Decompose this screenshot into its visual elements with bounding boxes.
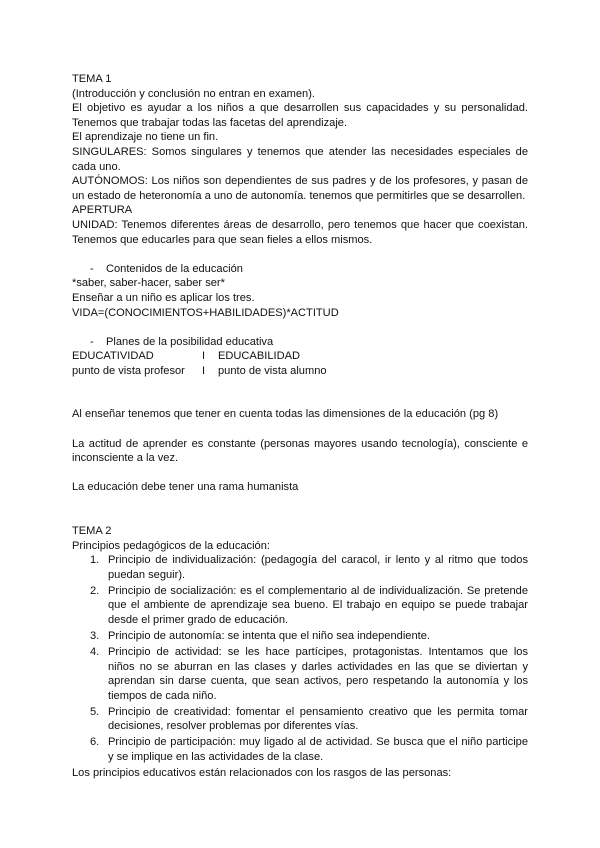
dash-bullet: -: [90, 262, 94, 275]
planes-row-separator: I: [202, 364, 206, 377]
contenidos-heading: [72, 262, 528, 277]
planes-row-right: punto de vista alumno: [218, 364, 327, 377]
principle-text: Principio de individualización: (pedagogía del caracol, ir lento y al ritmo que todos puedan seguir).: [108, 554, 528, 581]
principle-item: [72, 645, 528, 703]
planes-row: [72, 364, 528, 379]
dash-bullet: -: [90, 335, 94, 348]
principle-number: 3.: [90, 629, 100, 642]
tema2-intro: Principios pedagógicos de la educación:: [72, 539, 270, 552]
planes-heading: [72, 335, 528, 350]
principle-text: Principio de participación: muy ligado al de actividad. Se busca que el niño participe y se implique en las actividades de la clase.: [108, 736, 528, 763]
tema1-dimensiones: Al enseñar tenemos que tener en cuenta todas las dimensiones de la educación (pg 8): [72, 408, 499, 421]
principle-number: 4.: [90, 645, 100, 658]
principle-item: [72, 705, 528, 734]
planes-row-left: punto de vista profesor: [72, 364, 185, 377]
principle-number: 1.: [90, 554, 100, 567]
principle-text: Principio de socialización: es el complementario al de individualización. Se pretende que el ambiente de aprendizaje sea bueno. El trabajo en equipo se puede trabajar desde el primer grado de educación.: [108, 584, 528, 626]
planes-row-separator: I: [202, 350, 206, 363]
tema1-unidad: UNIDAD: Tenemos diferentes áreas de desarrollo, pero tenemos que hacer que coexistan. Tenemos que educarles para que sean fieles a ellos mismos.: [72, 218, 528, 246]
principle-number: 5.: [90, 705, 100, 718]
planes-row-right: EDUCABILIDAD: [218, 350, 300, 363]
principle-text: Principio de autonomía: se intenta que el niño sea independiente.: [108, 629, 430, 642]
principle-item: [72, 553, 528, 582]
tema1-actitud: La actitud de aprender es constante (personas mayores usando tecnología), consciente e inconsciente a la vez.: [72, 437, 528, 465]
tema1-aprendizaje: El aprendizaje no tiene un fin.: [72, 131, 219, 144]
contenidos-line-2: Enseñar a un niño es aplicar los tres.: [72, 291, 255, 304]
principle-text: Principio de creatividad: fomentar el pensamiento creativo que les permita tomar decisiones, resolver problemas por diferentes vías.: [108, 705, 528, 733]
principle-number: 6.: [90, 736, 100, 749]
planes-row-left: EDUCATIVIDAD: [72, 350, 154, 363]
tema1-apertura: APERTURA: [72, 204, 133, 217]
tema1-singulares: SINGULARES: Somos singulares y tenemos que atender las necesidades especiales de cada uno.: [72, 145, 528, 173]
principle-item: [72, 735, 528, 764]
tema1-note: (Introducción y conclusión no entran en examen).: [72, 87, 315, 100]
principle-item: [72, 584, 528, 628]
tema1-humanista: La educación debe tener una rama humanista: [72, 481, 299, 494]
contenidos-heading-text: Contenidos de la educación: [106, 262, 243, 275]
principles-list: [72, 553, 528, 764]
contenidos-formula: VIDA=(CONOCIMIENTOS+HABILIDADES)*ACTITUD: [72, 306, 339, 319]
tema2-title: TEMA 2: [72, 525, 112, 538]
tema2-closing: Los principios educativos están relacionados con los rasgos de las personas:: [72, 766, 452, 779]
principle-number: 2.: [90, 584, 100, 597]
tema1-title: TEMA 1: [72, 73, 112, 85]
contenidos-line-1: *saber, saber-hacer, saber ser*: [72, 277, 225, 290]
tema1-autonomos: AUTÓNOMOS: Los niños son dependientes de sus padres y de los profesores, y pasan de un estado de heteronomía a uno de autonomía. tenemos que permitirles que se desarrollen.: [72, 175, 528, 202]
tema1-objetivo: El objetivo es ayudar a los niños a que desarrollen sus capacidades y su personalidad. Tenemos que trabajar todas las facetas del aprendizaje.: [72, 102, 528, 129]
principle-text: Principio de actividad: se les hace partícipes, protagonistas. Intentamos que los niños no se aburran en las clases y darles actividades en las que se diviertan y aprendan sin darse cuenta, que sean activos, pero respetando la autonomía y los tiempos de cada niño.: [108, 645, 528, 702]
planes-row: [72, 349, 528, 364]
principle-item: [72, 629, 528, 644]
planes-heading-text: Planes de la posibilidad educativa: [106, 335, 274, 348]
